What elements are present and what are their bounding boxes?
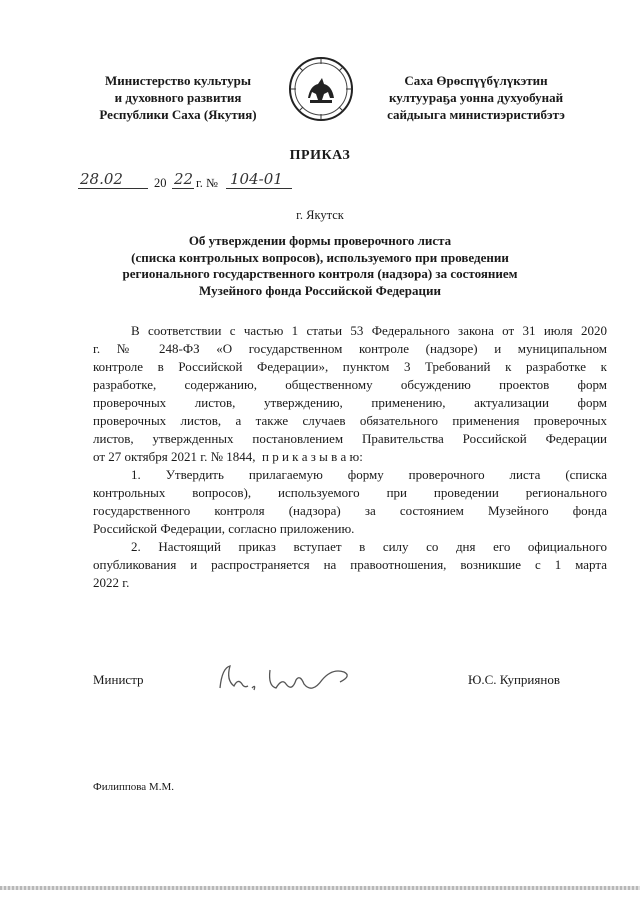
item-line: опубликования и распространяется на правоотношения, возникшие с 1 марта (93, 557, 607, 572)
header-line: Саха Өрөспүүбүлүкэтин (404, 73, 548, 88)
body-line: разработке, содержанию, общественному обсуждению проектов форм (93, 377, 607, 392)
order-word: п р и к а з ы в а ю: (262, 449, 363, 464)
header-line: култуураҕа уонна духуобунай (388, 90, 564, 105)
signatory-position: Министр (93, 672, 144, 687)
body-line: листов, утвержденных постановлением Правительства Российской Федерации (93, 431, 607, 446)
order-body (93, 322, 607, 592)
handwritten-signature (212, 658, 362, 698)
subject-line: регионального государственного контроля (надзора) за состоянием (122, 266, 518, 281)
item-line: государственного контроля (надзора) за состоянием Музейного фонда (93, 503, 607, 518)
signatory-name: Ю.С. Куприянов (468, 672, 560, 687)
header-line: Республики Саха (Якутия) (99, 107, 257, 122)
body-line: В соответствии с частью 1 статьи 53 Федерального закона от 31 июля 2020 (131, 323, 607, 338)
body-line: проверочных листов, утверждению, применению, актуализации форм (93, 395, 607, 410)
order-number: 104-01 (230, 170, 283, 188)
item-line: 2022 г. (93, 575, 130, 590)
year-prefix: 20 (154, 176, 167, 190)
subject-line: (списка контрольных вопросов), используемого при проведении (131, 249, 509, 265)
body-line (93, 448, 607, 466)
subject-line: Об утверждении формы проверочного листа (188, 233, 452, 248)
order-subject (90, 233, 550, 299)
order-date-number (78, 168, 318, 194)
body-line: г. № 248-ФЗ «О государственном контроле (надзоре) и муниципальном (93, 341, 607, 356)
order-year: 22 (174, 170, 194, 188)
ministry-name-russian (78, 72, 278, 123)
item-line: 2. Настоящий приказ вступает в силу со дня его официального (131, 539, 607, 554)
year-number-label: г. № (196, 176, 218, 190)
executor-name: Филиппова М.М. (93, 781, 174, 793)
header-line: сайдыыга министиэристибэтэ (387, 107, 565, 122)
order-day: 28.02 (80, 170, 123, 188)
header-line: и духовного развития (114, 90, 242, 105)
item-line: 1. Утвердить прилагаемую форму проверочного листа (списка (131, 467, 607, 482)
header-line: Министерство культуры (105, 73, 251, 88)
decree-reference: от 27 октября 2021 г. № 1844, (93, 449, 256, 464)
body-line: контроле в Российской Федерации», пунктом 3 Требований к разработке к (93, 359, 607, 374)
document-title: ПРИКАЗ (289, 148, 351, 163)
subject-line: Музейного фонда Российской Федерации (199, 282, 441, 298)
coat-of-arms-emblem (288, 56, 354, 122)
item-line: Российской Федерации, согласно приложению. (93, 521, 355, 536)
body-line: проверочных листов, а также случаев обязательного применения проверочных (93, 413, 607, 428)
city: г. Якутск (296, 208, 344, 222)
scan-edge (0, 886, 640, 890)
item-line: контрольных вопросов), используемого при проведении регионального (93, 485, 607, 500)
ministry-name-yakut (360, 72, 592, 123)
